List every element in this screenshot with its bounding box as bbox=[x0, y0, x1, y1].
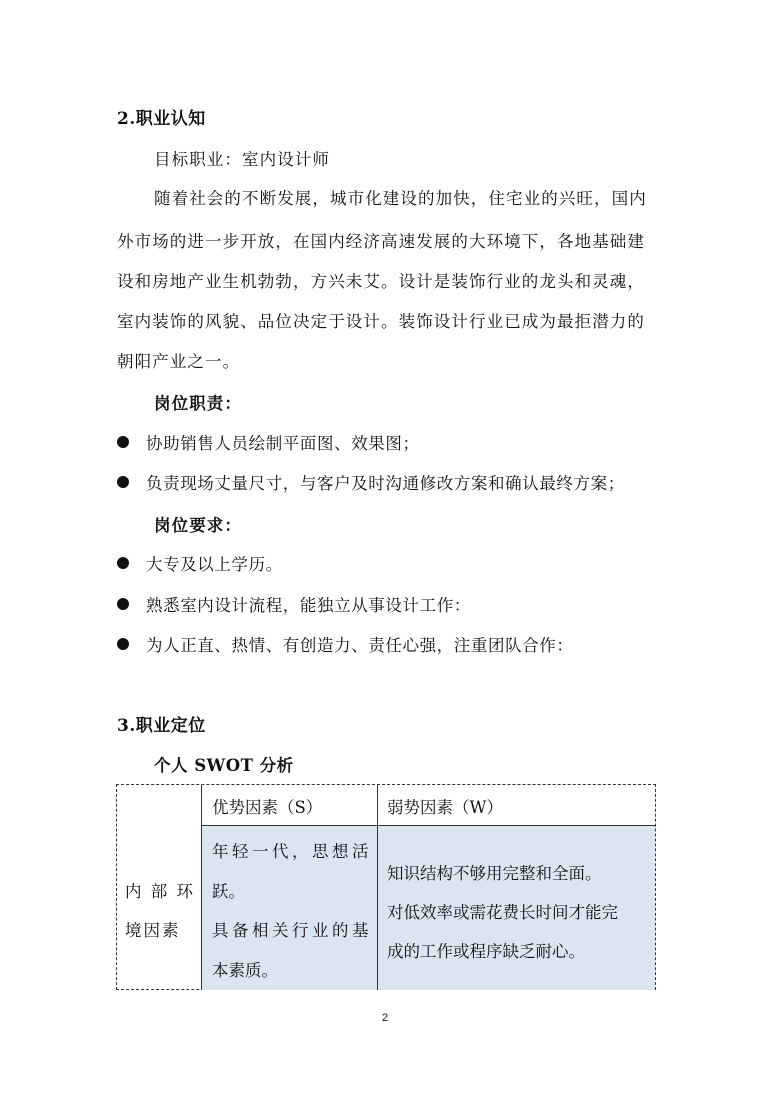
strength-line-1: 年轻一代，思想活 bbox=[212, 842, 372, 861]
requirement-item-3: 为人正直、热情、有创造力、责任心强，注重团队合作： bbox=[146, 636, 574, 655]
section-heading-career-cognition: 2.职业认知 bbox=[117, 109, 206, 129]
duty-item-1: 协助销售人员绘制平面图、效果图； bbox=[146, 434, 420, 453]
table-divider bbox=[201, 785, 202, 990]
paragraph-line-5: 朝阳产业之一。 bbox=[117, 352, 241, 371]
swot-title: 个人 SWOT 分析 bbox=[154, 756, 294, 775]
duty-item-2: 负责现场丈量尺寸，与客户及时沟通修改方案和确认最终方案； bbox=[146, 474, 625, 493]
paragraph-line-2: 外市场的进一步开放，在国内经济高速发展的大环境下，各地基础建 bbox=[117, 232, 645, 251]
weakness-line-3: 成的工作或程序缺乏耐心。 bbox=[387, 942, 585, 961]
target-career: 目标职业：室内设计师 bbox=[154, 150, 330, 169]
swot-table bbox=[116, 784, 656, 990]
duties-heading: 岗位职责： bbox=[154, 394, 242, 413]
requirements-heading: 岗位要求： bbox=[154, 516, 242, 535]
page-number: 2 bbox=[382, 1012, 389, 1024]
row-label-line-1: 内 部 环 bbox=[125, 882, 195, 901]
weakness-header: 弱势因素（W） bbox=[387, 798, 503, 817]
weakness-line-2: 对低效率或需花费长时间才能完 bbox=[387, 903, 618, 922]
bullet-icon bbox=[117, 436, 129, 448]
row-label-line-2: 境因素 bbox=[125, 921, 181, 940]
weakness-line-1: 知识结构不够用完整和全面。 bbox=[387, 864, 602, 883]
section-heading-career-positioning: 3.职业定位 bbox=[117, 716, 206, 736]
bullet-icon bbox=[117, 598, 129, 610]
strength-line-3: 具备相关行业的基 bbox=[212, 921, 372, 940]
bullet-icon bbox=[117, 638, 129, 650]
table-divider bbox=[201, 825, 656, 826]
strength-header: 优势因素（S） bbox=[212, 798, 323, 817]
paragraph-line-1: 随着社会的不断发展，城市化建设的加快，住宅业的兴旺，国内 bbox=[154, 189, 647, 208]
table-divider bbox=[377, 785, 378, 990]
requirement-item-1: 大专及以上学历。 bbox=[146, 555, 283, 574]
strength-line-2: 跃。 bbox=[212, 882, 245, 901]
bullet-icon bbox=[117, 476, 129, 488]
strength-line-4: 本素质。 bbox=[212, 961, 278, 980]
paragraph-line-3: 设和房地产业生机勃勃，方兴未艾。设计是装饰行业的龙头和灵魂， bbox=[117, 272, 645, 291]
bullet-icon bbox=[117, 557, 129, 569]
requirement-item-2: 熟悉室内设计流程，能独立从事设计工作： bbox=[146, 596, 471, 615]
paragraph-line-4: 室内装饰的风貌、品位决定于设计。装饰设计行业已成为最拒潜力的 bbox=[117, 312, 645, 331]
